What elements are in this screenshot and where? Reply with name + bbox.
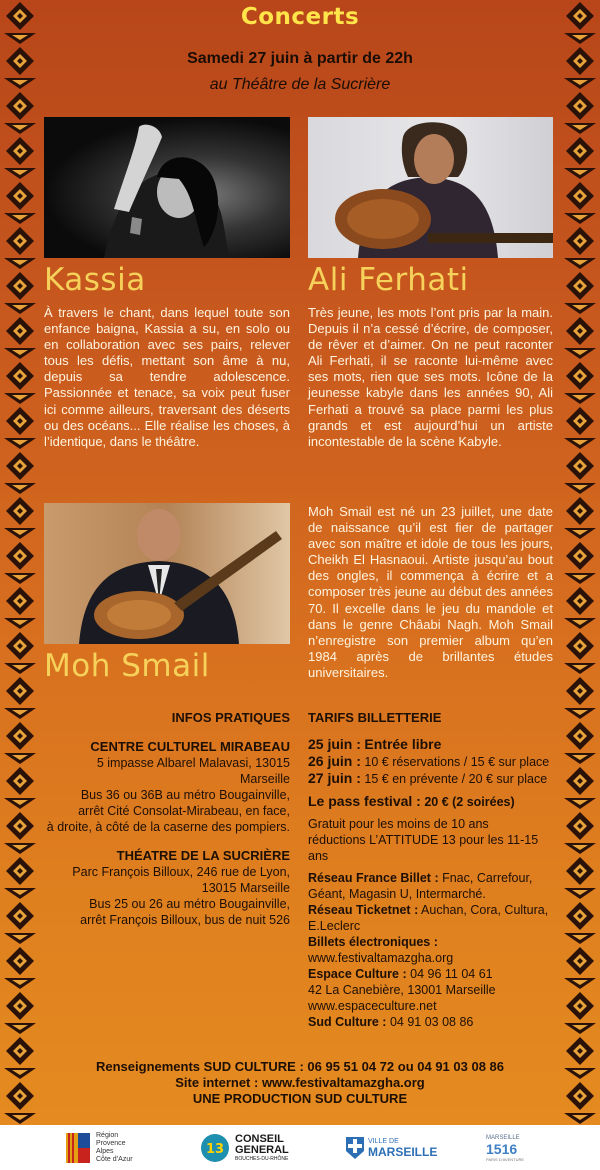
mp-text-2: 1516 [486, 1140, 518, 1157]
border-motif [564, 992, 596, 1034]
border-motif [564, 317, 596, 359]
sucriere-name: THÉATRE DE LA SUCRIÈRE [116, 848, 290, 863]
border-motif [564, 812, 596, 854]
border-motif [564, 182, 596, 224]
border-motif [564, 362, 596, 404]
sponsor-logos [0, 1125, 600, 1170]
region-text-4: Côte d’Azur [96, 1156, 133, 1163]
border-motif [564, 722, 596, 764]
border-motif [4, 227, 36, 269]
border-motif [564, 947, 596, 989]
kassia-photo-illustration [44, 117, 290, 258]
border-motif [564, 272, 596, 314]
concert-date: Samedi 27 juin à partir de 22h [187, 50, 413, 67]
border-motif [4, 272, 36, 314]
ali-ferhati-bio: Très jeune, les mots l’ont pris par la main. Depuis il n’a cessé d’écrire, de composer, de rêver et d’aimer. On ne peut raconter Ali Ferhati, il se raconte lui-même avec ses mots, rien que ses mots. Icône de la jeunesse kabyle dans les années 90, Ali Ferhati a trouvé sa place parmi les plus grands et est aujourd’hui un artiste incontestable de la scène Kabyle. [308, 305, 553, 449]
border-motif [564, 452, 596, 494]
artist-name-moh-smail: Moh Smail [44, 648, 210, 684]
border-motif [4, 92, 36, 134]
conseil-general-logo [200, 1130, 289, 1166]
footer-info [0, 1059, 600, 1107]
border-motif [4, 947, 36, 989]
region-paca-logo [66, 1130, 133, 1166]
border-motif [4, 767, 36, 809]
pass-label: Le pass festival : [308, 793, 421, 809]
ali-ferhati-photo-illustration [308, 117, 553, 258]
mirabeau-line: Bus 36 ou 36B au métro Bougainville, [80, 788, 290, 802]
kassia-photo [44, 117, 290, 258]
tarif-date-27: 27 juin : [308, 770, 361, 786]
billets-electroniques-url[interactable]: www.festivaltamazgha.org [308, 951, 454, 965]
moh-smail-bio: Moh Smail est né un 23 juillet, une date de naissance qu’il est fier de partager avec son maître et idole de tous les jours, Cheikh El Hasnaoui. Artiste jusqu’au bout des ongles, il commença à écrire et a composer très jeune au début des années 70. Il excelle dans le jeu du mandole et dans le genre Châabi Nagh. Moh Smail n’enregistre son premier album qu’en 1984 après de brillantes études universitaires. [308, 504, 553, 680]
kassia-bio: À travers le chant, dans lequel toute son enfance baigna, Kassia a su, en solo ou en collaboration avec ses pairs, relever tous les défis, mettant son âme à nu, depuis sa tendre adolescence. Passionnée et tenace, sa voix peut fuser ici comme ailleurs, traversant des déserts ou des océans... Elle réalise les choses, à l’identique, dans le théâtre. [44, 305, 290, 449]
free-under-10: Gratuit pour les moins de 10 ans [308, 817, 489, 831]
mp-text-3: PARIS D’AVENTURE [486, 1156, 525, 1162]
sucriere-line: 13015 Marseille [201, 881, 290, 895]
tarif-text-27: 15 € en prévente / 20 € sur place [364, 772, 548, 786]
ticketnet-label: Réseau Ticketnet : [308, 903, 419, 917]
billets-electroniques-label: Billets électroniques : [308, 935, 438, 949]
border-motif [4, 632, 36, 674]
france-billet-text: Fnac, Carrefour, [442, 871, 533, 885]
border-motif [564, 902, 596, 944]
border-motif [4, 137, 36, 179]
border-motif [564, 677, 596, 719]
border-motif [4, 497, 36, 539]
border-motif [564, 767, 596, 809]
border-motif [4, 452, 36, 494]
border-motif [4, 857, 36, 899]
vm-text-2: MARSEILLE [368, 1145, 438, 1159]
moh-smail-photo [44, 503, 290, 644]
border-motif [4, 362, 36, 404]
ticketnet-text: Auchan, Cora, Cultura, [421, 903, 549, 917]
ali-ferhati-photo [308, 117, 553, 258]
tribal-border-left [0, 0, 40, 1125]
border-motif [4, 902, 36, 944]
border-motif [4, 677, 36, 719]
border-motif [564, 497, 596, 539]
espace-culture-phone: 04 96 11 04 61 [410, 967, 493, 981]
cg-text-2: GENERAL [235, 1144, 289, 1156]
artist-name-ali-ferhati: Ali Ferhati [308, 262, 469, 298]
sucriere-line: Parc François Billoux, 246 rue de Lyon, [72, 865, 290, 879]
moh-smail-photo-illustration [44, 503, 290, 644]
espace-culture-label: Espace Culture : [308, 967, 407, 981]
tribal-border-right [560, 0, 600, 1125]
border-motif [4, 992, 36, 1034]
border-motif [4, 182, 36, 224]
region-text-2: Provence [96, 1140, 126, 1147]
footer-renseignements: Renseignements SUD CULTURE : 06 95 51 04 72 ou 04 91 03 08 86 [96, 1059, 504, 1074]
border-motif [564, 587, 596, 629]
sud-culture-label: Sud Culture : [308, 1015, 387, 1029]
border-motif [4, 407, 36, 449]
reduction-attitude: réductions L’ATTITUDE 13 pour les 11-15 ans [308, 833, 539, 863]
footer-site[interactable]: Site internet : www.festivaltamazgha.org [175, 1075, 425, 1090]
france-billet-label: Réseau France Billet : [308, 871, 439, 885]
ticketnet-text-2: E.Leclerc [308, 919, 361, 933]
concert-venue: au Théâtre de la Sucrière [209, 76, 391, 93]
tarif-text-26: 10 € réservations / 15 € sur place [364, 755, 550, 769]
cg13-icon [200, 1133, 230, 1163]
border-motif [564, 227, 596, 269]
mirabeau-line: arrêt Cité Consolat-Mirabeau, en face, [78, 804, 290, 818]
tarif-date-25: 25 juin : [308, 736, 361, 752]
ville-marseille-logo [346, 1130, 437, 1166]
svg-text:13: 13 [205, 1142, 225, 1157]
border-motif [564, 542, 596, 584]
mp-text-1: MARSEILLE [486, 1134, 520, 1141]
espace-culture-url[interactable]: www.espaceculture.net [308, 999, 437, 1013]
mirabeau-name: CENTRE CULTUREL MIRABEAU [90, 739, 290, 754]
tarif-text-25: Entrée libre [364, 736, 442, 752]
sucriere-line: arrêt François Billoux, bus de nuit 526 [80, 913, 290, 927]
page-title: Concerts [240, 4, 360, 30]
marseille-1516-logo [486, 1130, 524, 1166]
infos-pratiques [44, 710, 290, 928]
border-motif [564, 407, 596, 449]
mirabeau-line: 5 impasse Albarel Malavasi, 13015 Marseille [96, 756, 290, 786]
border-motif [4, 542, 36, 584]
vm-text-1: VILLE DE [368, 1138, 399, 1145]
border-motif [4, 812, 36, 854]
espace-culture-address: 42 La Canebière, 13001 Marseille [308, 983, 496, 997]
tarifs-billetterie [308, 710, 558, 1030]
infos-heading: INFOS PRATIQUES [171, 710, 290, 725]
tarif-date-26: 26 juin : [308, 753, 361, 769]
border-motif [4, 587, 36, 629]
border-motif [564, 137, 596, 179]
border-motif [564, 632, 596, 674]
cg-text-1: CONSEIL [235, 1133, 284, 1145]
sud-culture-phone: 04 91 03 08 86 [389, 1015, 474, 1029]
pass-text: 20 € (2 soirées) [424, 795, 515, 809]
france-billet-text-2: Géant, Magasin U, Intermarché. [308, 887, 486, 901]
region-text-1: Région [96, 1132, 119, 1139]
marseille-shield-icon [346, 1137, 364, 1159]
footer-production: UNE PRODUCTION SUD CULTURE [192, 1091, 408, 1106]
region-shield-icon [66, 1133, 90, 1163]
border-motif [4, 317, 36, 359]
border-motif [4, 722, 36, 764]
region-text-3: Alpes [96, 1148, 114, 1155]
sucriere-line: Bus 25 ou 26 au métro Bougainville, [89, 897, 290, 911]
artist-name-kassia: Kassia [44, 262, 146, 298]
mirabeau-line: à droite, à côté de la caserne des pompiers. [46, 820, 290, 834]
cg-text-3: BOUCHES-DU-RHÔNE [235, 1156, 289, 1162]
border-motif [564, 92, 596, 134]
tarifs-heading: TARIFS BILLETTERIE [308, 710, 442, 725]
border-motif [564, 857, 596, 899]
